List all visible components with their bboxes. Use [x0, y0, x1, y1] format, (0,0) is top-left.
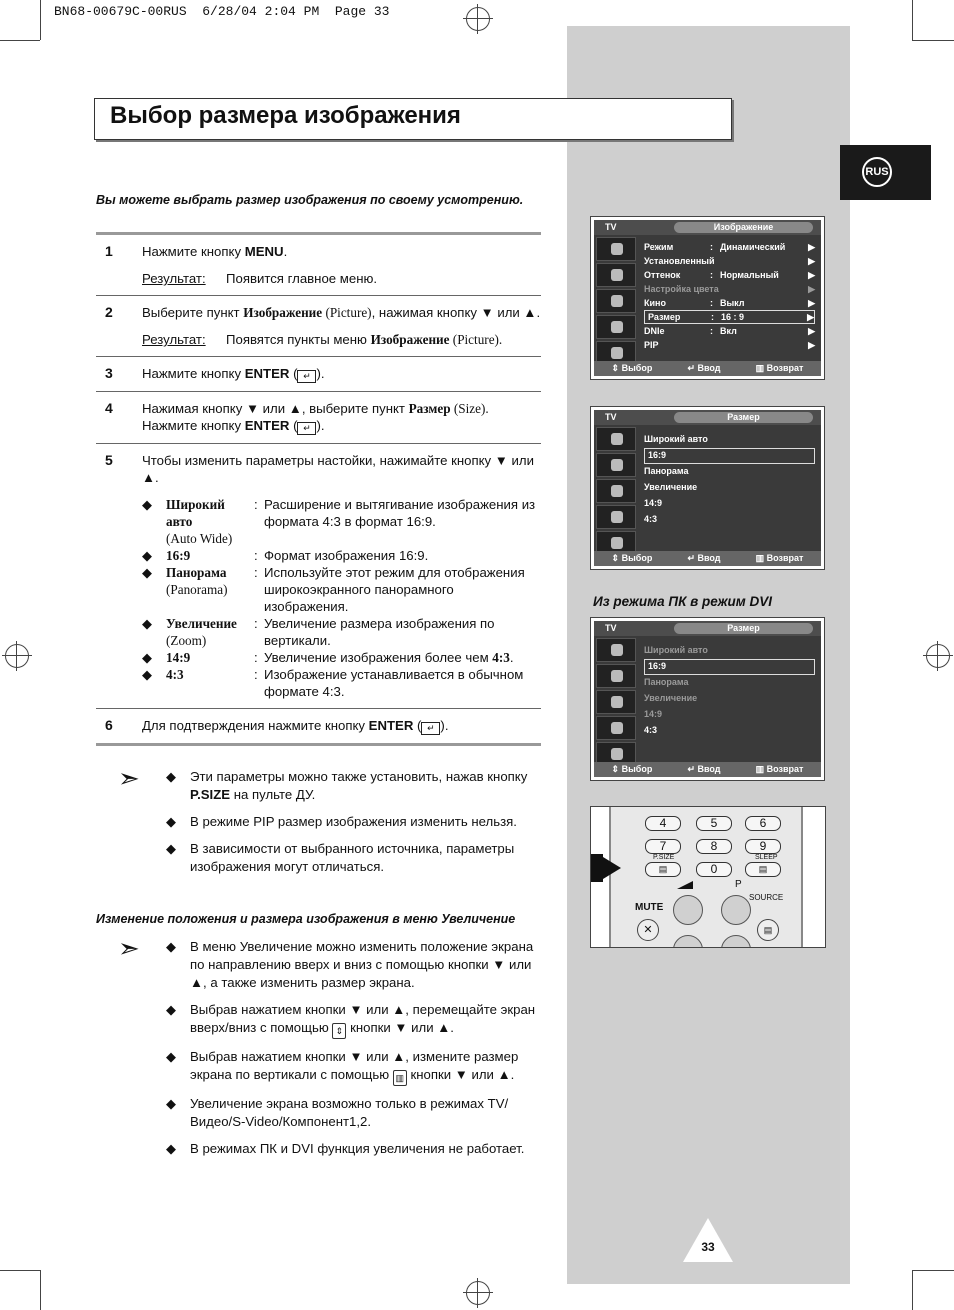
menu-item-en: (Picture) [322, 305, 372, 320]
step-text: Чтобы изменить параметры настойки, нажимайте кнопку ▼ или ▲. [142, 453, 534, 485]
osd-row-sep: : [710, 242, 713, 252]
osd-footer: ⇕ Выбор ↵ Ввод ▥ Возврат [594, 762, 821, 777]
diamond-bullet-icon: ◆ [166, 814, 177, 829]
option-term: 14:9 [166, 650, 191, 665]
note-item [166, 1140, 543, 1158]
note-text: кнопки ▼ или ▲. [350, 1020, 454, 1035]
menu-item-name: Изображение [243, 305, 323, 320]
option-term-en: (Auto Wide) [166, 531, 233, 546]
step-1 [96, 235, 541, 295]
remote-key-9: 9 [745, 839, 781, 854]
osd-picture-menu [590, 216, 825, 380]
diamond-bullet-icon: ◆ [142, 548, 153, 563]
source-label: SOURCE [749, 893, 784, 902]
osd-size-menu [590, 406, 825, 570]
pointer-bar [591, 854, 603, 882]
osd-footer-return: Возврат [766, 764, 804, 774]
note-text: В режимах ПК и DVI функция увеличения не работает. [190, 1141, 525, 1156]
note-item [166, 1095, 543, 1131]
enter-key: ENTER [368, 718, 414, 733]
volume-icon [677, 881, 693, 889]
remote-illustration [590, 806, 826, 948]
option-panorama: ◆ Панорама (Panorama) : Используйте этот режим для отображения широкоэкранного панорамного изображения. [142, 564, 541, 615]
option-term: 4:3 [166, 667, 184, 682]
osd-size-menu-dvi [590, 617, 825, 781]
print-page: Page 33 [334, 4, 390, 19]
sound-icon [596, 479, 636, 503]
sound-icon [596, 289, 636, 313]
page-title: Выбор размера изображения [110, 102, 461, 129]
antenna-icon [596, 237, 636, 261]
osd-size-option: Панорама [644, 677, 689, 687]
enter-icon: ↵ [297, 370, 316, 383]
osd-size-option: Панорама [644, 466, 689, 476]
note-text: В режиме PIP размер изображения изменить нельзя. [190, 814, 517, 829]
osd-row-custom [644, 254, 815, 268]
remote-key-4: 4 [645, 816, 681, 831]
psize-button: ▤ [645, 862, 681, 877]
remote-body [609, 807, 803, 948]
note-text: Эти параметры можно также установить, нажав кнопку [190, 769, 528, 784]
osd-title: Изображение [674, 222, 813, 233]
step-text: ). [316, 418, 325, 433]
diamond-bullet-icon: ◆ [166, 1002, 177, 1017]
option-16-9: ◆ 16:9 : Формат изображения 16:9. [142, 547, 541, 564]
osd-size-option: Широкий авто [644, 645, 708, 655]
osd-footer-select: Выбор [621, 764, 653, 774]
osd-row-color [644, 282, 815, 296]
osd-row-sep: : [710, 270, 713, 280]
osd-size-option: Широкий авто [644, 434, 708, 444]
notes-block-1 [118, 763, 543, 885]
diamond-bullet-icon: ◆ [166, 769, 177, 784]
note-text: В зависимости от выбранного источника, параметры изображения могут отличаться. [190, 841, 515, 874]
note-item [166, 840, 543, 876]
arrow-right-icon: ▶ [807, 312, 814, 322]
osd-row-sep: : [711, 312, 714, 322]
size-options-list [142, 496, 541, 700]
dvi-caption: Из режима ПК в режим DVI [593, 594, 773, 609]
picture-icon [596, 664, 636, 688]
osd-size-option-selected: 16:9 [644, 448, 815, 464]
step-number: 2 [105, 304, 113, 320]
option-term: Увеличение [166, 616, 237, 631]
diamond-bullet-icon: ◆ [166, 939, 177, 954]
print-date: 6/28/04 [202, 4, 257, 19]
option-14-9: ◆ 14:9 : Увеличение изображения более чем 4:3. [142, 650, 514, 665]
source-button: ▤ [757, 919, 779, 941]
result-text: Появится главное меню. [226, 271, 378, 286]
osd-row-key: Оттенок [644, 270, 681, 280]
steps-list [96, 232, 541, 746]
diamond-bullet-icon: ◆ [142, 667, 153, 682]
menu-item-name: Изображение [370, 332, 450, 347]
osd-row-pip [644, 338, 815, 352]
step-text: . [283, 244, 288, 259]
osd-tv-label: TV [605, 412, 617, 422]
note-arrow-icon: ➣ [118, 763, 140, 793]
print-header [54, 4, 389, 19]
diamond-bullet-icon: ◆ [166, 841, 177, 856]
enter-icon: ↵ [421, 722, 440, 735]
osd-footer: ⇕ Выбор ↵ Ввод ▥ Возврат [594, 361, 821, 376]
osd-row-tone [644, 268, 815, 282]
osd-row-mode [644, 240, 815, 254]
osd-row-sep: : [710, 326, 713, 336]
osd-row-value: Динамический [720, 242, 786, 252]
sleep-button: ▤ [745, 862, 781, 877]
step-number: 1 [105, 243, 113, 259]
note-text: кнопки ▼ или ▲. [410, 1067, 515, 1082]
osd-footer-enter: Ввод [697, 553, 721, 563]
osd-size-option: Увеличение [644, 482, 698, 492]
step-text: ( [413, 718, 422, 733]
osd-row-film [644, 296, 815, 310]
note-item [166, 1001, 543, 1039]
osd-footer: ⇕ Выбор ↵ Ввод ▥ Возврат [594, 551, 821, 566]
osd-row-key: Режим [644, 242, 674, 252]
arrow-right-icon: ▶ [808, 270, 815, 280]
psize-key: P.SIZE [190, 787, 231, 802]
print-code: BN68-00679C-00RUS [54, 4, 187, 19]
volume-up-button [673, 895, 703, 925]
osd-row-value: 16 : 9 [721, 312, 745, 322]
print-time: 2:04 PM [264, 4, 320, 19]
option-desc: . [509, 650, 514, 665]
osd-row-key: DNIe [644, 326, 665, 336]
note-text: Увеличение экрана возможно только в режимах TV/Видео/S-Video/Компонент1,2. [190, 1096, 509, 1129]
note-text: на пульте ДУ. [230, 787, 316, 802]
page-number: 33 [701, 1240, 715, 1254]
channel-icon [596, 716, 636, 740]
osd-row-key: PIP [644, 340, 659, 350]
channel-label: P [735, 879, 742, 890]
osd-size-option: 14:9 [644, 709, 663, 719]
osd-footer-enter: Ввод [697, 764, 721, 774]
language-badge: RUS [862, 157, 892, 187]
channel-icon [596, 315, 636, 339]
diamond-bullet-icon: ◆ [142, 565, 153, 580]
arrow-right-icon: ▶ [808, 284, 815, 294]
result-text: Появятся пункты меню [226, 332, 371, 347]
osd-row-key: Установленный [644, 256, 715, 266]
step-5 [96, 444, 541, 708]
menu-item-en: (Size). [450, 401, 489, 416]
step-text: Нажмите кнопку [142, 366, 245, 381]
step-text: Выберите пункт [142, 305, 244, 320]
osd-icon-strip [596, 638, 638, 768]
note-item [166, 813, 543, 831]
step-number: 5 [105, 452, 113, 468]
result-label: Результат: [142, 271, 206, 286]
step-number: 6 [105, 717, 113, 733]
remote-key-7: 7 [645, 839, 681, 854]
arrow-right-icon: ▶ [808, 326, 815, 336]
channel-up-button [721, 895, 751, 925]
osd-row-key: Размер [648, 312, 681, 322]
osd-row-dnie [644, 324, 815, 338]
sound-icon [596, 690, 636, 714]
step-number: 3 [105, 365, 113, 381]
picture-icon [596, 263, 636, 287]
osd-size-option: 4:3 [644, 725, 658, 735]
step-number: 4 [105, 400, 113, 416]
step-text: ( [289, 418, 298, 433]
osd-size-option: 14:9 [644, 498, 663, 508]
result-label: Результат: [142, 332, 206, 347]
osd-row-value: Выкл [720, 298, 745, 308]
step-text: ). [440, 718, 449, 733]
move-button-icon: ⇕ [332, 1023, 346, 1039]
step-4 [96, 392, 541, 443]
step-text: Для подтверждения нажмите кнопку [142, 718, 369, 733]
osd-title: Размер [674, 412, 813, 423]
note-item [166, 1048, 543, 1086]
option-desc: Увеличение размера изображения по вертикали. [264, 616, 495, 648]
option-desc: Изображение устанавливается в обычном формате 4:3. [264, 667, 524, 699]
step-text: Нажмите кнопку [142, 244, 245, 259]
menu-item-name: Размер [408, 401, 451, 416]
channel-down-button [721, 935, 751, 948]
note-text: Выбрав нажатием кнопки ▼ или ▲, перемещайте экран вверх/вниз с помощью [190, 1002, 536, 1035]
sleep-label: SLEEP [755, 854, 778, 861]
osd-icon-strip [596, 237, 638, 367]
option-zoom: ◆ Увеличение (Zoom) : Увеличение размера изображения по вертикали. [142, 615, 541, 649]
osd-row-key: Настройка цвета [644, 284, 719, 294]
osd-footer-return: Возврат [766, 553, 804, 563]
option-desc: Увеличение изображения более чем [264, 650, 493, 665]
osd-footer-select: Выбор [621, 363, 653, 373]
option-desc: Используйте этот режим для отображения широкоэкранного панорамного изображения. [264, 565, 525, 614]
mute-label: MUTE [635, 902, 664, 913]
arrow-right-icon: ▶ [808, 340, 815, 350]
option-term: Панорама [166, 565, 227, 580]
remote-key-5: 5 [696, 816, 732, 831]
osd-footer-select: Выбор [621, 553, 653, 563]
step-text: , нажимая кнопку ▼ или ▲. [371, 305, 541, 320]
enter-key: ENTER [244, 418, 290, 433]
antenna-icon [596, 638, 636, 662]
pointer-arrow-icon [603, 857, 621, 879]
osd-size-option: Увеличение [644, 693, 698, 703]
picture-icon [596, 453, 636, 477]
diamond-bullet-icon: ◆ [142, 650, 153, 665]
osd-tv-label: TV [605, 222, 617, 232]
diamond-bullet-icon: ◆ [142, 497, 153, 512]
osd-row-value: Нормальный [720, 270, 779, 280]
resize-button-icon: ▥ [393, 1070, 407, 1086]
osd-tv-label: TV [605, 623, 617, 633]
osd-footer-enter: Ввод [697, 363, 721, 373]
arrow-right-icon: ▶ [808, 298, 815, 308]
diamond-bullet-icon: ◆ [166, 1096, 177, 1111]
notes-block-2 [118, 933, 543, 1167]
menu-key: MENU [244, 244, 284, 259]
osd-row-sep: : [710, 298, 713, 308]
step-6 [96, 709, 541, 743]
psize-label: P.SIZE [653, 854, 675, 861]
note-text: Выбрав нажатием кнопки ▼ или ▲, измените размер экрана по вертикали с помощью [190, 1049, 519, 1082]
remote-key-8: 8 [696, 839, 732, 854]
volume-down-button [673, 935, 703, 948]
step-text: ( [289, 366, 298, 381]
osd-icon-strip [596, 427, 638, 557]
note-item [166, 768, 543, 804]
osd-row-key: Кино [644, 298, 666, 308]
enter-icon: ↵ [297, 422, 316, 435]
step-text: Нажмите кнопку [142, 418, 245, 433]
option-auto-wide: ◆ Широкий авто (Auto Wide) : Расширение и вытягивание изображения из формата 4:3 в формат 16:9. [142, 496, 541, 547]
intro-text: Вы можете выбрать размер изображения по своему усмотрению. [96, 193, 524, 207]
mute-icon: ✕ [637, 919, 659, 941]
channel-icon [596, 505, 636, 529]
diamond-bullet-icon: ◆ [142, 616, 153, 631]
note-item [166, 938, 543, 992]
zoom-subheading: Изменение положения и размера изображения в меню Увеличение [96, 912, 516, 926]
osd-title: Размер [674, 623, 813, 634]
diamond-bullet-icon: ◆ [166, 1141, 177, 1156]
osd-footer-return: Возврат [766, 363, 804, 373]
enter-key: ENTER [244, 366, 290, 381]
step-text: ). [316, 366, 325, 381]
menu-item-en: (Picture). [449, 332, 503, 347]
option-4-3: ◆ 4:3 : Изображение устанавливается в обычном формате 4:3. [142, 666, 541, 700]
diamond-bullet-icon: ◆ [166, 1049, 177, 1064]
option-desc: Формат изображения 16:9. [264, 548, 429, 563]
note-arrow-icon: ➣ [118, 933, 140, 963]
osd-size-option-selected: 16:9 [644, 659, 815, 675]
remote-key-6: 6 [745, 816, 781, 831]
option-term: 16:9 [166, 548, 191, 563]
note-text: В меню Увеличение можно изменить положение экрана по направлению вверх и вниз с помощью кнопки ▼ или ▲, а также изменить размер экрана. [190, 939, 534, 990]
remote-key-0: 0 [696, 862, 732, 877]
step-3 [96, 357, 541, 391]
option-desc-ratio: 4:3 [492, 650, 510, 665]
option-term-en: (Zoom) [166, 633, 207, 648]
step-text: Нажимая кнопку ▼ или ▲, выберите пункт [142, 401, 409, 416]
osd-row-value: Вкл [720, 326, 737, 336]
step-2 [96, 296, 541, 356]
arrow-right-icon: ▶ [808, 242, 815, 252]
antenna-icon [596, 427, 636, 451]
osd-row-size [644, 310, 815, 324]
option-desc: Расширение и вытягивание изображения из формата 4:3 в формат 16:9. [264, 497, 536, 529]
osd-size-option: 4:3 [644, 514, 658, 524]
option-term-en: (Panorama) [166, 582, 228, 597]
arrow-right-icon: ▶ [808, 256, 815, 266]
option-term: Широкий авто [166, 497, 225, 529]
